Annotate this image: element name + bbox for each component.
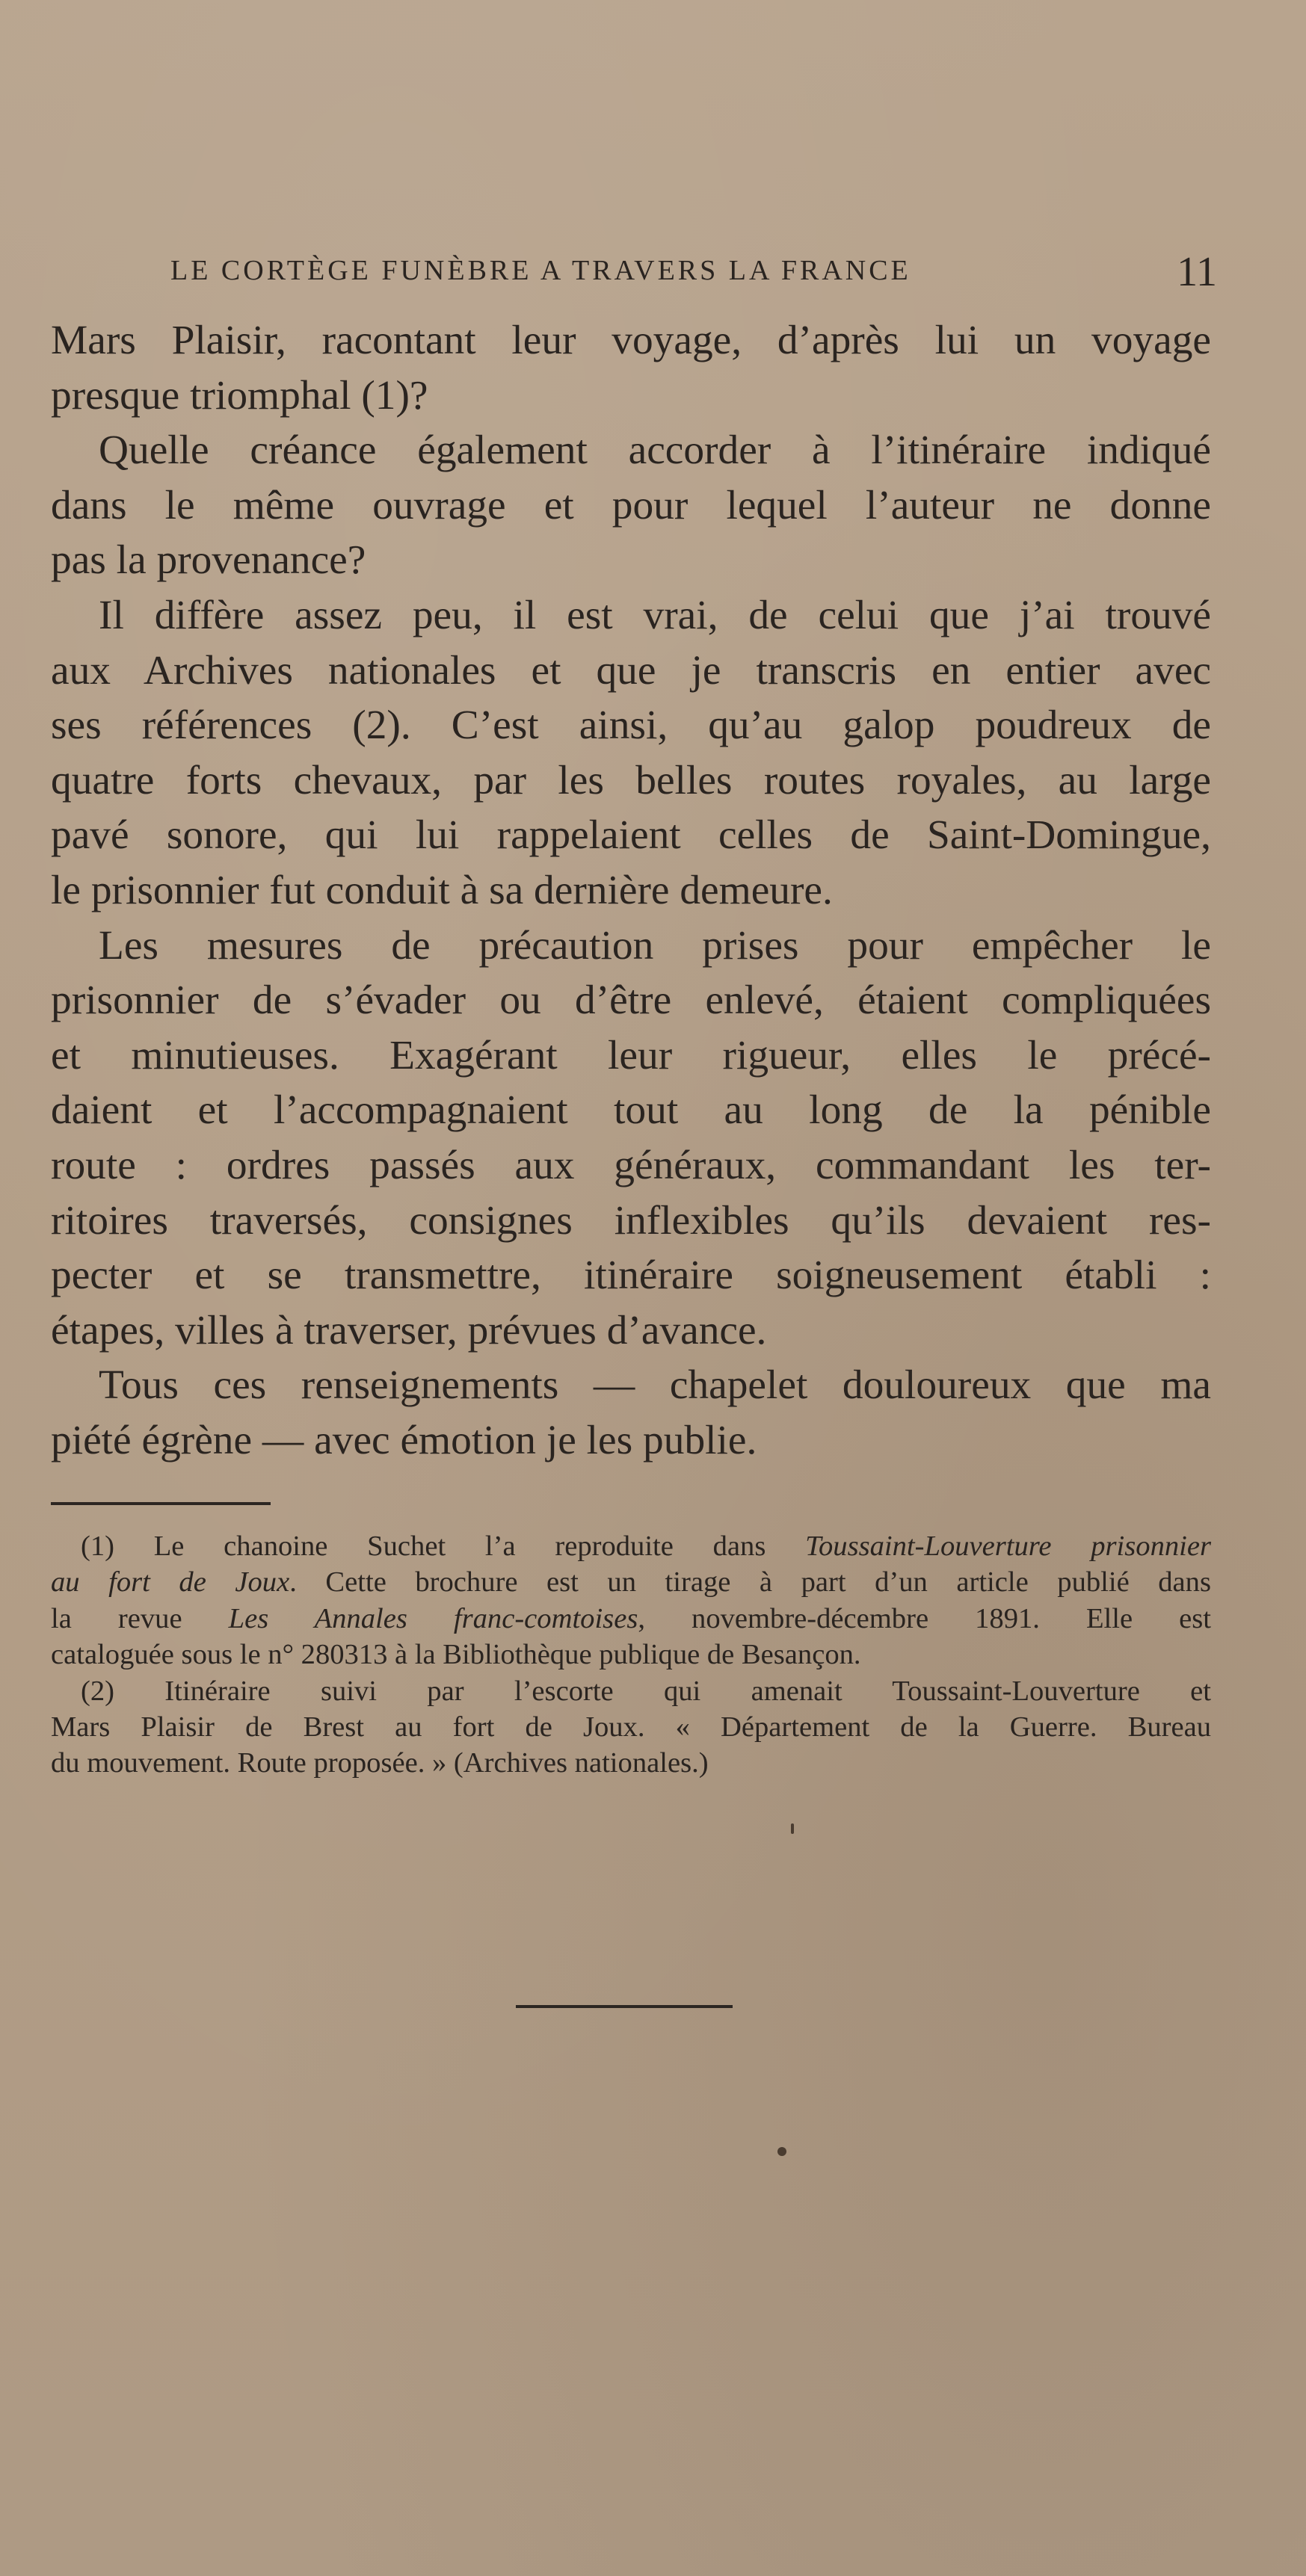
text-line: Mars Plaisir, racontant leur voyage, d’après lui un voyage: [51, 317, 1211, 362]
text-line: Il diffère assez peu, il est vrai, de celui que j’ai trouvé: [99, 591, 1211, 637]
footnote-journal-italic: Les Annales franc-comtoises: [228, 1602, 638, 1634]
text-line: route : ordres passés aux généraux, commandant les ter-: [51, 1141, 1211, 1187]
text-line: ses références (2). C’est ainsi, qu’au galop poudreux de: [51, 702, 1211, 748]
page-number: 11: [1177, 249, 1217, 295]
text-line: le prisonnier fut conduit à sa dernière demeure.: [51, 866, 833, 912]
text-line: Quelle créance également accorder à l’itinéraire indiqué: [99, 427, 1211, 473]
text-line: pecter et se transmettre, itinéraire soigneusement établi :: [51, 1252, 1211, 1298]
footnote-line: Mars Plaisir de Brest au fort de Joux. « Département de la Guerre. Bureau: [51, 1711, 1211, 1743]
footnote-text: . Cette brochure est un tirage à part d’un article publié dans: [289, 1566, 1211, 1599]
footnote-line: cataloguée sous le n° 280313 à la Bibliothèque publique de Besançon.: [51, 1639, 861, 1671]
footnote-text: , novembre-décembre 1891. Elle est: [638, 1602, 1211, 1634]
footnote-text: la revue: [51, 1602, 229, 1634]
main-text: [51, 312, 1211, 1467]
text-line: piété égrène — avec émotion je les publie.: [51, 1416, 757, 1462]
text-line: ritoires traversés, consignes inflexibles qu’ils devaient res-: [51, 1196, 1211, 1243]
ink-speck: [791, 1823, 794, 1834]
text-line: pavé sonore, qui lui rappelaient celles de Saint-Domingue,: [51, 812, 1211, 858]
text-line: étapes, villes à traverser, prévues d’avance.: [51, 1306, 767, 1353]
text-line: pas la provenance?: [51, 537, 366, 583]
page-header: [170, 248, 1217, 293]
footnotes: [51, 1528, 1211, 1782]
text-line: Tous ces renseignements — chapelet douloureux que ma: [99, 1362, 1211, 1408]
footnote-line: [51, 1528, 1211, 1564]
text-line: prisonnier de s’évader ou d’être enlevé, étaient compliquées: [51, 977, 1211, 1023]
footnote-line: [51, 1564, 1211, 1600]
ink-speck: [777, 2147, 786, 2156]
footnote-divider: [51, 1502, 271, 1505]
text-line: dans le même ouvrage et pour lequel l’auteur ne donne: [51, 481, 1211, 528]
footnote-title-italic: au fort de Joux: [51, 1566, 290, 1599]
footnote-text: (1) Le chanoine Suchet l’a reproduite dans: [81, 1531, 806, 1562]
text-line: aux Archives nationales et que je transcris en entier avec: [51, 646, 1211, 693]
running-title: LE CORTÈGE FUNÈBRE A TRAVERS LA FRANCE: [170, 255, 911, 286]
footnote-line: du mouvement. Route proposée. » (Archives nationales.): [51, 1747, 709, 1779]
text-line: quatre forts chevaux, par les belles routes royales, au large: [51, 756, 1211, 803]
text-line: Les mesures de précaution prises pour empêcher le: [99, 921, 1211, 968]
footnote-line: (2) Itinéraire suivi par l’escorte qui amenait Toussaint-Louverture et: [81, 1675, 1211, 1707]
text-line: et minutieuses. Exagérant leur rigueur, elles le précé-: [51, 1031, 1211, 1078]
footnote-line: [51, 1601, 1211, 1637]
end-divider: [516, 2005, 733, 2008]
text-line: daient et l’accompagnaient tout au long de la pénible: [51, 1087, 1211, 1133]
footnote-title-italic: Toussaint-Louverture prisonnier: [805, 1531, 1211, 1562]
text-line: presque triomphal (1)?: [51, 371, 428, 418]
